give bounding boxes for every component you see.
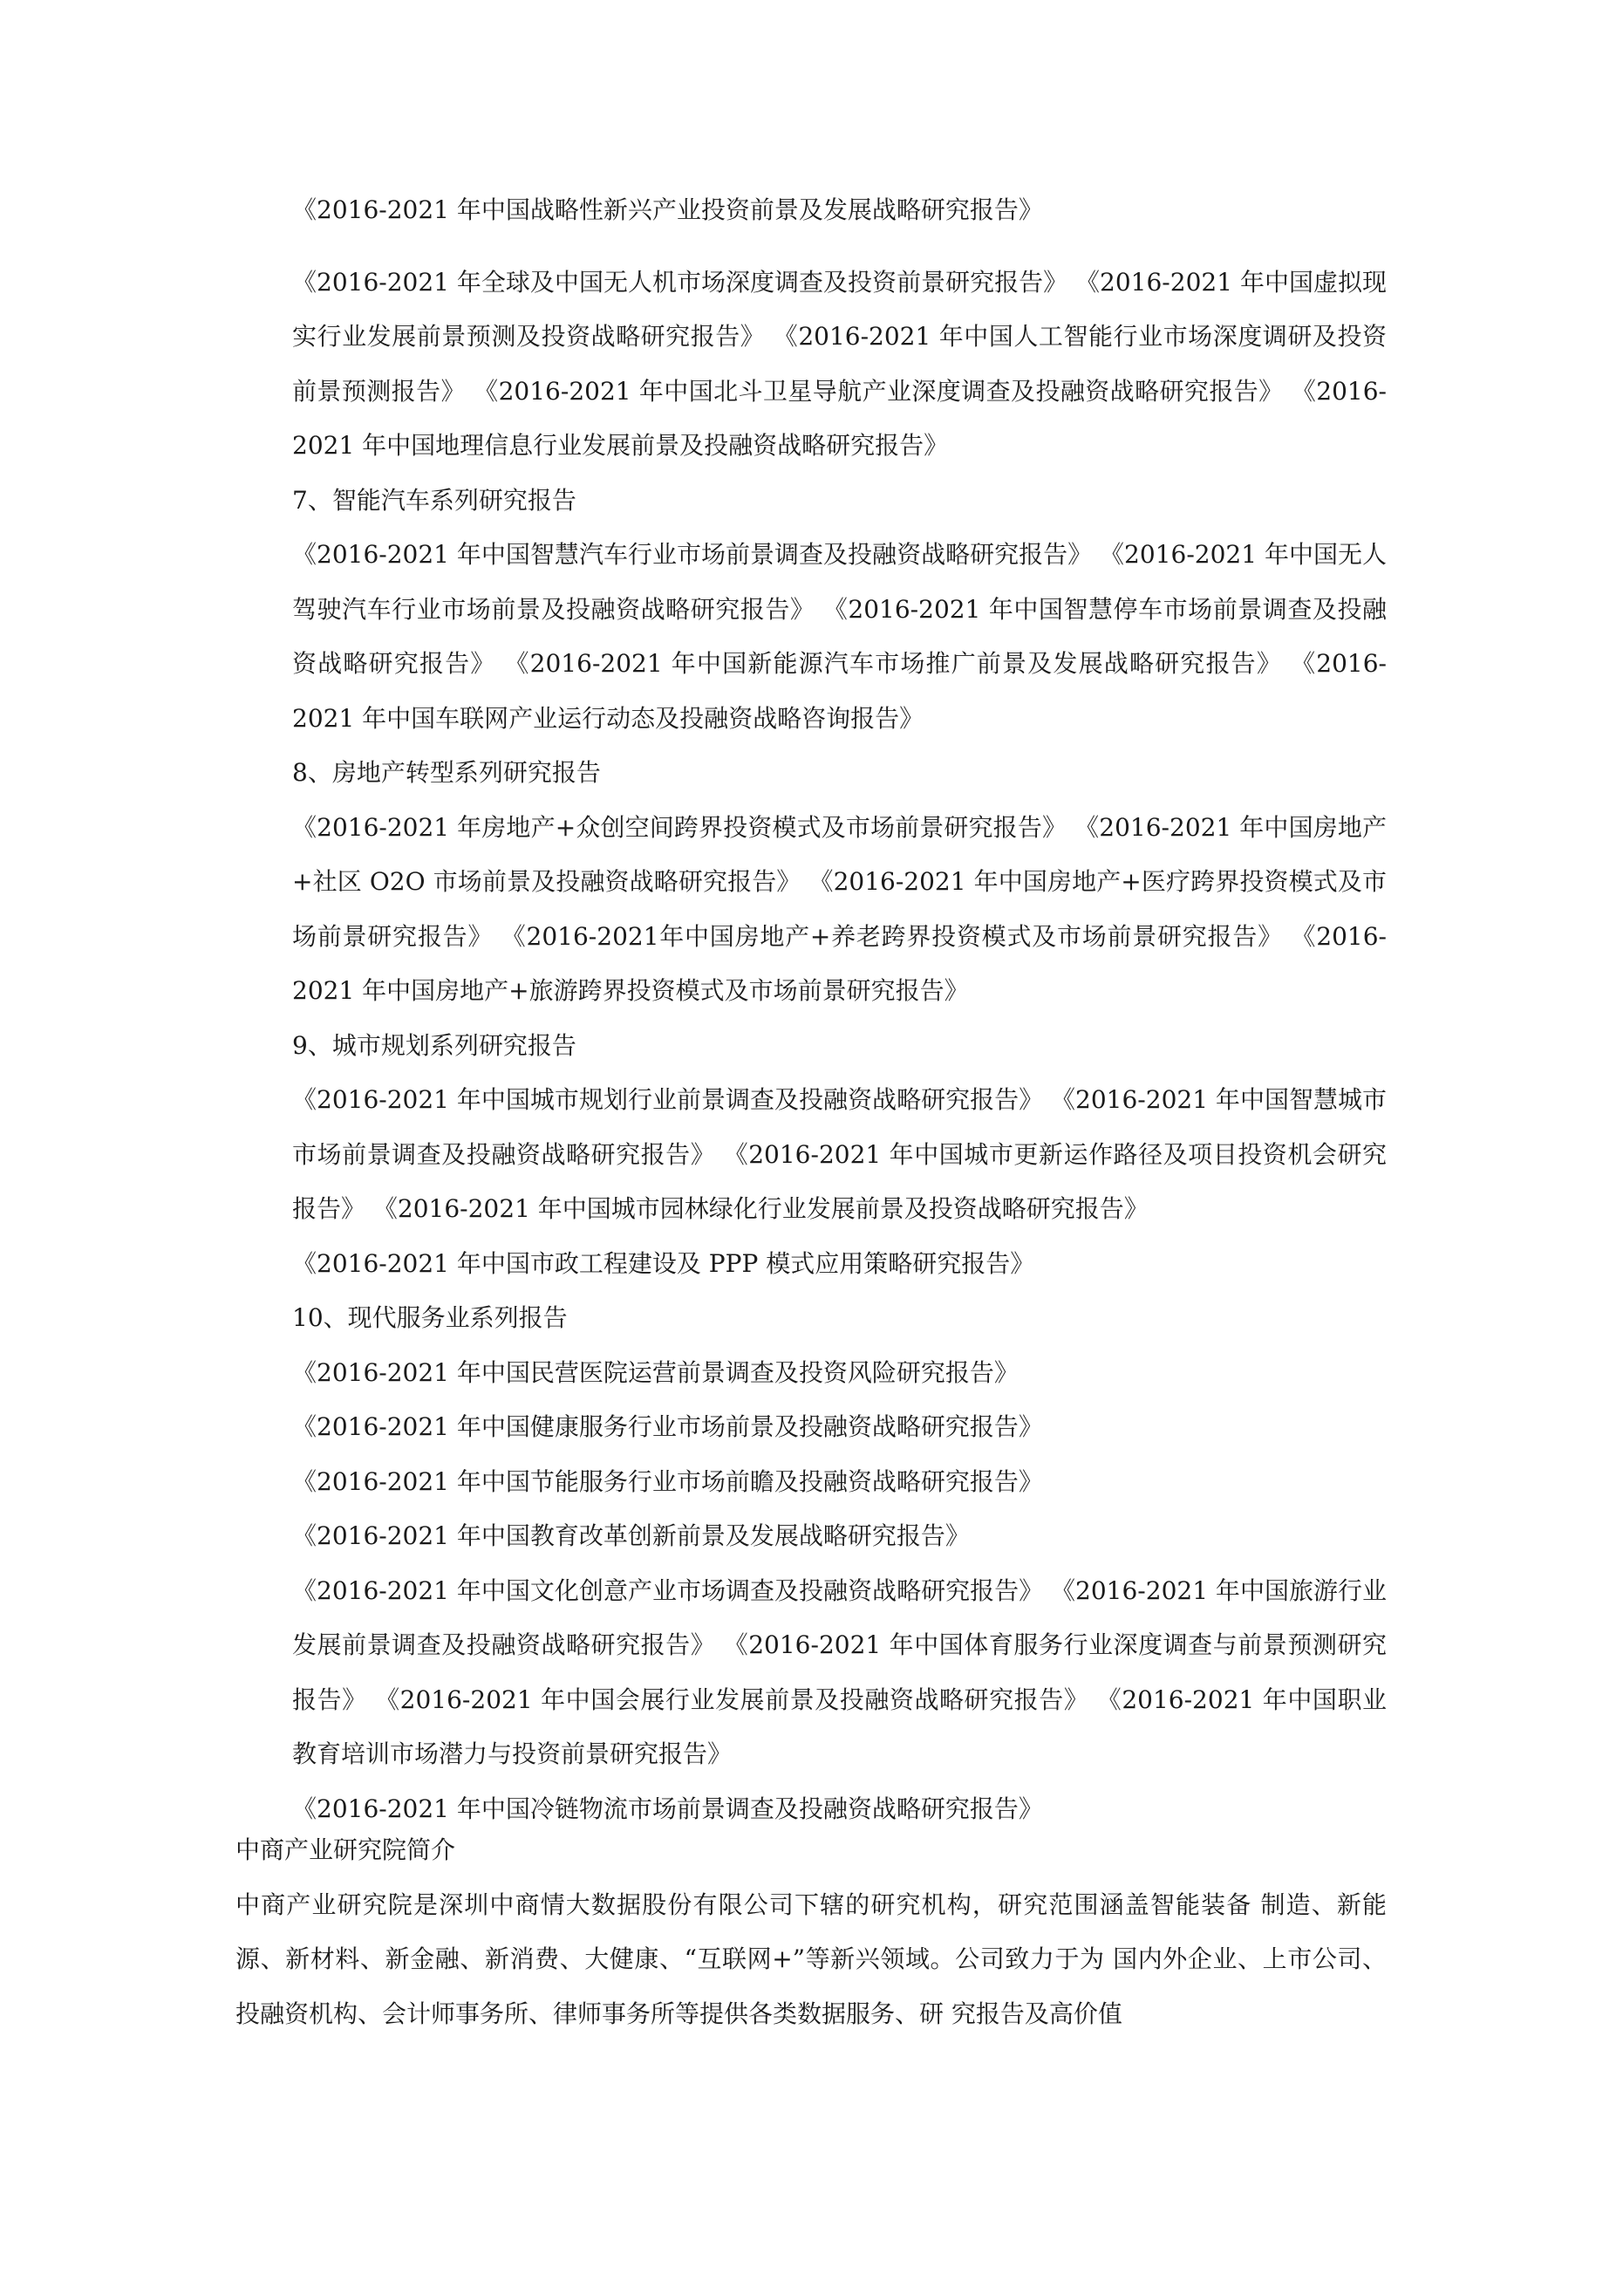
- intro-heading: 中商产业研究院简介: [235, 1835, 456, 1864]
- company-intro: [235, 1823, 1387, 2041]
- report-paragraph: 《2016-2021 年中国城市规划行业前景调查及投融资战略研究报告》 《2016-2021 年中国智慧城市市场前景调查及投融资战略研究报告》 《2016-2021 年中国城市更新运作路径及项目投资机会研究报告》 《2016-2021 年中国城市园林绿化行业发展前景及投资战略研究报告》: [292, 1085, 1387, 1223]
- intro-body: 中商产业研究院是深圳中商情大数据股份有限公司下辖的研究机构，研究范围涵盖智能装备 制造、新能源、新材料、新金融、新消费、大健康、“互联网+”等新兴领域。公司致力于为 国内外企业、上市公司、投融资机构、会计师事务所、律师事务所等提供各类数据服务、研 究报告及高价值: [235, 1889, 1387, 2028]
- report-paragraph: 《2016-2021 年中国冷链物流市场前景调查及投融资战略研究报告》: [292, 1794, 1043, 1823]
- report-paragraph: 《2016-2021 年中国节能服务行业市场前瞻及投融资战略研究报告》: [292, 1466, 1043, 1496]
- report-paragraph: 《2016-2021 年房地产+众创空间跨界投资模式及市场前景研究报告》 《2016-2021 年中国房地产+社区 O2O 市场前景及投融资战略研究报告》 《2016-2021 年中国房地产+医疗跨界投资模式及市场前景研究报告》 《2016-2021年中国房地产+养老跨界投资模式及市场前景研究报告》 《2016-2021 年中国房地产+旅游跨界投资模式及市场前景研究报告》: [292, 812, 1387, 1005]
- section-heading: 9、城市规划系列研究报告: [292, 1030, 576, 1060]
- report-list: [292, 183, 1387, 1836]
- report-paragraph: 《2016-2021 年中国健康服务行业市场前景及投融资战略研究报告》: [292, 1412, 1043, 1441]
- report-paragraph: 《2016-2021 年中国民营医院运营前景调查及投资风险研究报告》: [292, 1357, 1019, 1387]
- report-paragraph: 《2016-2021 年中国战略性新兴产业投资前景及发展战略研究报告》: [292, 195, 1043, 224]
- report-paragraph: 《2016-2021 年中国教育改革创新前景及发展战略研究报告》: [292, 1521, 970, 1550]
- report-paragraph: 《2016-2021 年全球及中国无人机市场深度调查及投资前景研究报告》 《2016-2021 年中国虚拟现实行业发展前景预测及投资战略研究报告》 《2016-2021 年中国人工智能行业市场深度调研及投资前景预测报告》 《2016-2021 年中国北斗卫星导航产业深度调查及投融资战略研究报告》 《2016-2021 年中国地理信息行业发展前景及投融资战略研究报告》: [292, 267, 1387, 460]
- section-heading: 8、房地产转型系列研究报告: [292, 758, 601, 787]
- report-paragraph: 《2016-2021 年中国市政工程建设及 PPP 模式应用策略研究报告》: [292, 1248, 1035, 1278]
- report-paragraph: 《2016-2021 年中国智慧汽车行业市场前景调查及投融资战略研究报告》 《2016-2021 年中国无人驾驶汽车行业市场前景及投融资战略研究报告》 《2016-2021 年中国智慧停车市场前景调查及投融资战略研究报告》 《2016-2021 年中国新能源汽车市场推广前景及发展战略研究报告》 《2016-2021 年中国车联网产业运行动态及投融资战略咨询报告》: [292, 540, 1387, 733]
- section-heading: 7、智能汽车系列研究报告: [292, 485, 576, 515]
- report-paragraph: 《2016-2021 年中国文化创意产业市场调查及投融资战略研究报告》 《2016-2021 年中国旅游行业发展前景调查及投融资战略研究报告》 《2016-2021 年中国体育服务行业深度调查与前景预测研究报告》 《2016-2021 年中国会展行业发展前景及投融资战略研究报告》 《2016-2021 年中国职业教育培训市场潜力与投资前景研究报告》: [292, 1575, 1387, 1768]
- section-heading: 10、现代服务业系列报告: [292, 1303, 568, 1332]
